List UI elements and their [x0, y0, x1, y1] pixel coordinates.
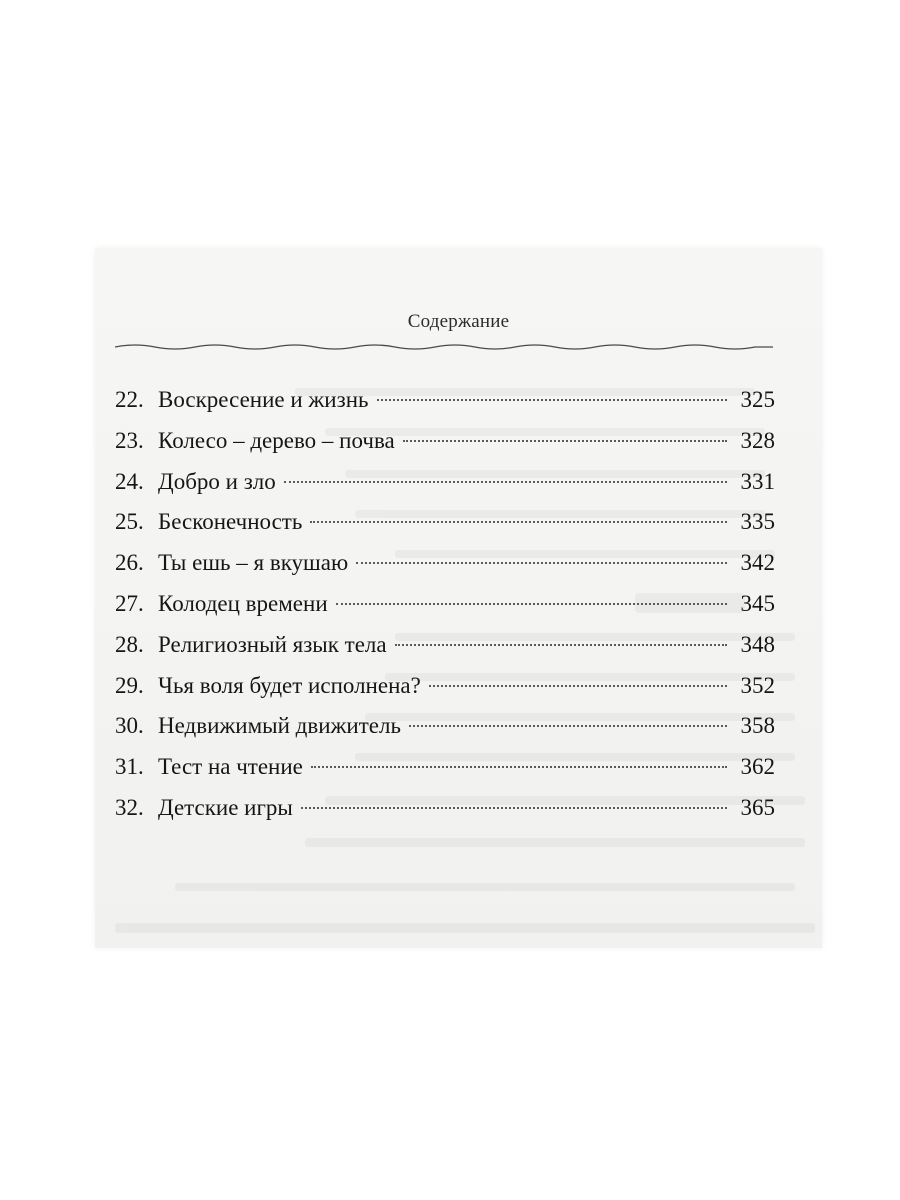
toc-entry-number: 25. [115, 509, 144, 535]
toc-entry-title: Колодец времени [158, 590, 328, 616]
toc-entry-title: Религиозный язык тела [158, 631, 387, 657]
toc-entry-page: 365 [740, 794, 775, 820]
toc-entry-title: Бесконечность [158, 509, 303, 535]
toc-entry-title: Ты ешь – я вкушаю [158, 550, 349, 576]
toc-entry-title: Воскресение и жизнь [158, 387, 369, 412]
toc-entry-number: 23. [115, 427, 144, 453]
toc-entry[interactable] [115, 502, 775, 543]
dot-leader [356, 562, 727, 564]
dot-leader [403, 440, 727, 442]
dot-leader [395, 644, 727, 646]
running-head: Содержание [407, 311, 510, 332]
toc-entry-number: 26. [115, 550, 144, 576]
table-of-contents [115, 380, 775, 829]
toc-entry-title: Детские игры [158, 794, 293, 820]
toc-entry[interactable] [115, 666, 775, 707]
toc-entry[interactable] [115, 462, 775, 503]
toc-entry-number: 30. [115, 713, 144, 739]
toc-entry-page: 331 [740, 468, 775, 494]
toc-entry[interactable] [115, 584, 775, 625]
toc-entry-page: 362 [740, 754, 775, 780]
toc-entry[interactable] [115, 747, 775, 788]
toc-entry[interactable] [115, 380, 775, 421]
toc-entry[interactable] [115, 788, 775, 829]
toc-entry-title: Недвижимый движитель [158, 713, 401, 739]
toc-entry-page: 345 [740, 590, 775, 616]
toc-entry-title: Тест на чтение [158, 754, 303, 780]
dot-leader [377, 399, 728, 401]
toc-entry-page: 342 [740, 550, 775, 576]
toc-entry[interactable] [115, 706, 775, 747]
toc-entry-number: 32. [115, 794, 144, 820]
dot-leader [310, 521, 727, 523]
toc-entry-title: Чья воля будет исполнена? [158, 672, 421, 698]
toc-entry-title: Добро и зло [158, 468, 276, 494]
toc-entry-number: 29. [115, 672, 144, 698]
toc-entry-title: Колесо – дерево – почва [158, 427, 395, 453]
toc-entry-number: 22. [115, 387, 144, 412]
toc-entry-page: 352 [740, 672, 775, 698]
dot-leader [311, 766, 727, 768]
toc-entry[interactable] [115, 625, 775, 666]
dot-leader [284, 481, 727, 483]
toc-entry-page: 348 [740, 631, 775, 657]
toc-entry-page: 335 [740, 509, 775, 535]
dot-leader [409, 725, 727, 727]
toc-entry-page: 358 [740, 713, 775, 739]
dot-leader [429, 685, 727, 687]
toc-entry[interactable] [115, 421, 775, 462]
decorative-rule [115, 340, 773, 354]
book-page [95, 248, 822, 948]
dot-leader [301, 807, 727, 809]
toc-entry-number: 31. [115, 754, 144, 780]
toc-entry-number: 28. [115, 631, 144, 657]
toc-entry-page: 325 [740, 387, 775, 412]
toc-entry[interactable] [115, 543, 775, 584]
dot-leader [336, 603, 727, 605]
toc-entry-page: 328 [740, 427, 775, 453]
toc-entry-number: 24. [115, 468, 144, 494]
toc-entry-number: 27. [115, 590, 144, 616]
